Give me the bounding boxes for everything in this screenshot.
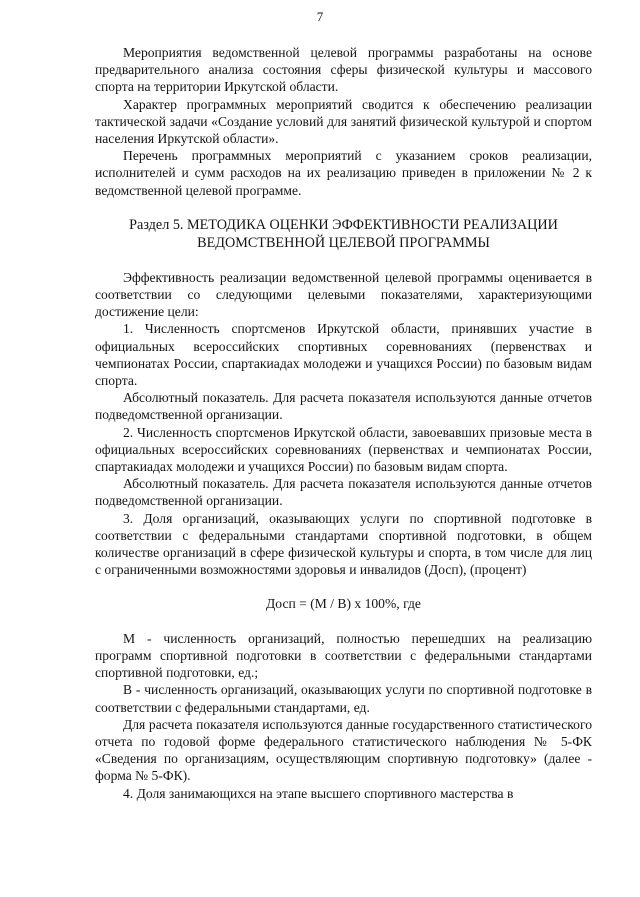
paragraph: Характер программных мероприятий сводится к обеспечению реализации тактической задачи «Создание условий для занятий физической культурой и спортом населения Иркутской области».	[95, 96, 592, 147]
document-body	[95, 44, 592, 802]
page-number: 7	[316, 9, 324, 24]
paragraph: Эффективность реализации ведомственной целевой программы оценивается в соответствии со следующими целевыми показателями, характеризующими достижение цели:	[95, 269, 592, 320]
paragraph: В - численность организаций, оказывающих услуги по спортивной подготовке в соответствии с федеральными стандартами, ед.	[95, 682, 592, 715]
paragraph: Абсолютный показатель. Для расчета показателя используются данные отчетов подведомственной организации.	[95, 390, 592, 423]
paragraph: М - численность организаций, полностью перешедших на реализацию программ спортивной подготовки в соответствии с федеральными стандартами спортивной подготовки, ед.;	[95, 630, 592, 681]
paragraph: Мероприятия ведомственной целевой программы разработаны на основе предварительного анализа состояния сферы физической культуры и массового спорта на территории Иркутской области.	[95, 45, 592, 95]
section-heading-line-1: Раздел 5. МЕТОДИКА ОЦЕНКИ ЭФФЕКТИВНОСТИ РЕАЛИЗАЦИИ	[129, 216, 558, 233]
paragraph: 1. Численность спортсменов Иркутской области, принявших участие в официальных всероссийских спортивных соревнованиях (первенствах и чемпионатах России, спартакиадах молодежи и учащихся России) по базовым видам спорта.	[95, 321, 592, 389]
section-heading-line-2: ВЕДОМСТВЕННОЙ ЦЕЛЕВОЙ ПРОГРАММЫ	[197, 234, 490, 251]
formula: Досп = (М / В) х 100%, где	[266, 596, 421, 612]
paragraph: Перечень программных мероприятий с указанием сроков реализации, исполнителей и сумм расходов на их реализацию приведен в приложении № 2 к ведомственной целевой программе.	[95, 148, 592, 198]
spacer	[95, 199, 592, 216]
spacer	[95, 613, 592, 630]
spacer	[95, 578, 592, 595]
paragraph: 3. Доля организаций, оказывающих услуги по спортивной подготовке в соответствии с федеральными стандартами спортивной подготовки, в общем количестве организаций в сфере физической культуры и спорта, в том числе для лиц с ограниченными возможностями здоровья и инвалидов (Досп), (процент)	[95, 510, 592, 578]
paragraph: Для расчета показателя используются данные государственного статистического отчета по годовой форме федерального статистического наблюдения № 5-ФК «Сведения по организациям, осуществляющим спортивную подготовку» (далее - форма № 5-ФК).	[95, 716, 592, 784]
paragraph: 4. Доля занимающихся на этапе высшего спортивного мастерства в	[123, 785, 514, 801]
spacer	[95, 252, 592, 269]
paragraph: 2. Численность спортсменов Иркутской области, завоевавших призовые места в официальных всероссийских соревнованиях (первенствах и чемпионатах России, спартакиадах молодежи и учащихся России) по базовым видам спорта.	[95, 424, 592, 475]
paragraph: Абсолютный показатель. Для расчета показателя используются данные отчетов подведомственной организации.	[95, 476, 592, 509]
